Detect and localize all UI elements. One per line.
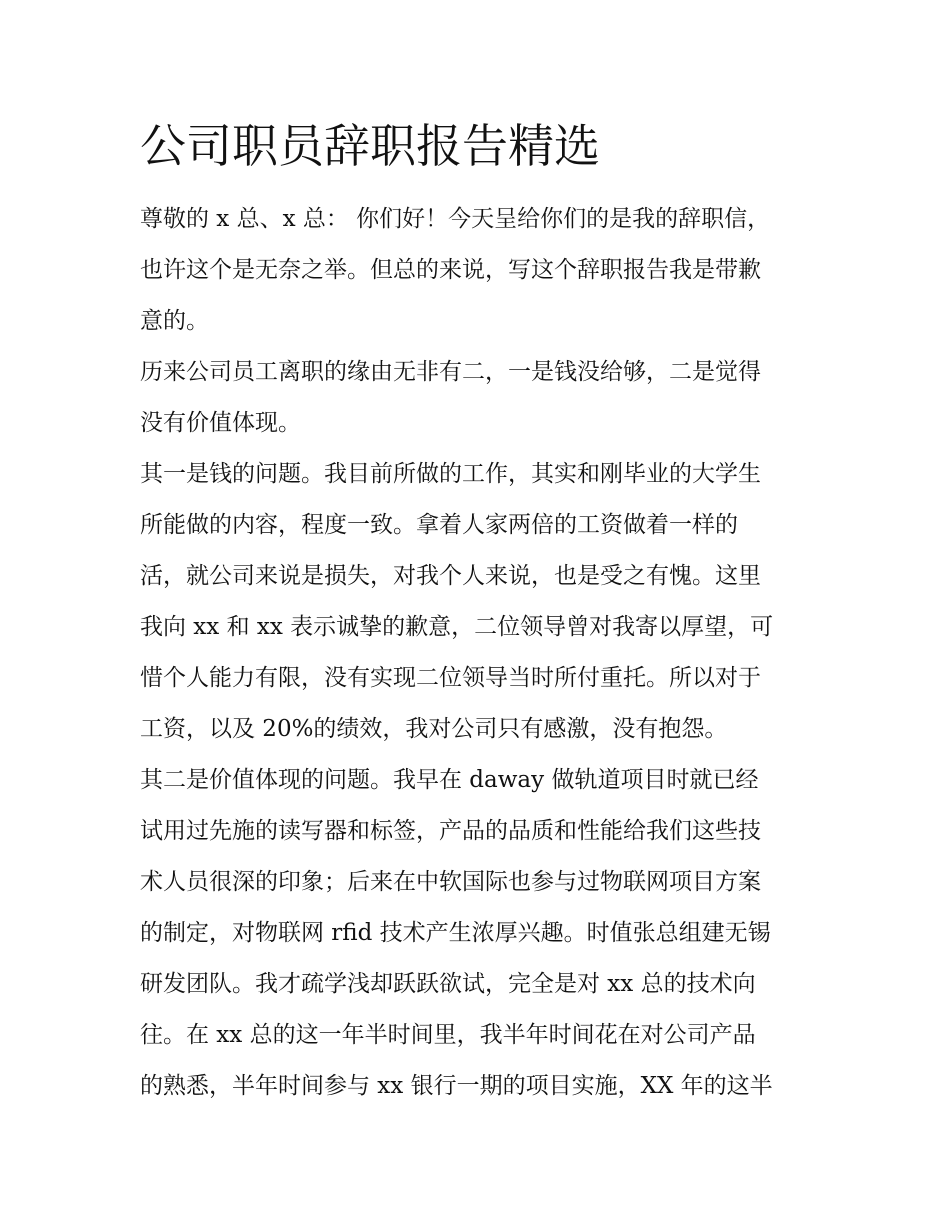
body-line: 往。在 xx 总的这一年半时间里，我半年时间花在对公司产品 [140, 1022, 756, 1048]
body-line: 试用过先施的读写器和标签，产品的品质和性能给我们这些技 [140, 818, 761, 844]
body-line: 也许这个是无奈之举。但总的来说，写这个辞职报告我是带歉 [140, 257, 761, 283]
body-line: 没有价值体现。 [140, 410, 301, 436]
body-line: 的制定，对物联网 rfid 技术产生浓厚兴趣。时值张总组建无锡 [140, 920, 771, 946]
body-line: 历来公司员工离职的缘由无非有二，一是钱没给够，二是觉得 [140, 359, 761, 385]
body-line: 的熟悉，半年时间参与 xx 银行一期的项目实施，XX 年的这半 [140, 1073, 773, 1099]
body-line: 其二是价值体现的问题。我早在 daway 做轨道项目时就已经 [140, 767, 759, 793]
body-line: 活，就公司来说是损失，对我个人来说，也是受之有愧。这里 [140, 563, 761, 589]
body-line: 工资，以及 20%的绩效，我对公司只有感激，没有抱怨。 [140, 716, 728, 742]
body-line: 尊敬的 x 总、x 总： 你们好！今天呈给你们的是我的辞职信， [140, 206, 771, 232]
body-line: 研发团队。我才疏学浅却跃跃欲试，完全是对 xx 总的技术向 [140, 971, 756, 997]
body-line: 所能做的内容，程度一致。拿着人家两倍的工资做着一样的 [140, 512, 738, 538]
body-line: 惜个人能力有限，没有实现二位领导当时所付重托。所以对于 [140, 665, 761, 691]
body-line: 我向 xx 和 xx 表示诚挚的歉意，二位领导曾对我寄以厚望，可 [140, 614, 774, 640]
body-line: 其一是钱的问题。我目前所做的工作，其实和刚毕业的大学生 [140, 461, 761, 487]
body-line: 意的。 [140, 308, 209, 334]
document-title: 公司职员辞职报告精选 [140, 119, 600, 173]
body-line: 术人员很深的印象；后来在中软国际也参与过物联网项目方案 [140, 869, 761, 895]
